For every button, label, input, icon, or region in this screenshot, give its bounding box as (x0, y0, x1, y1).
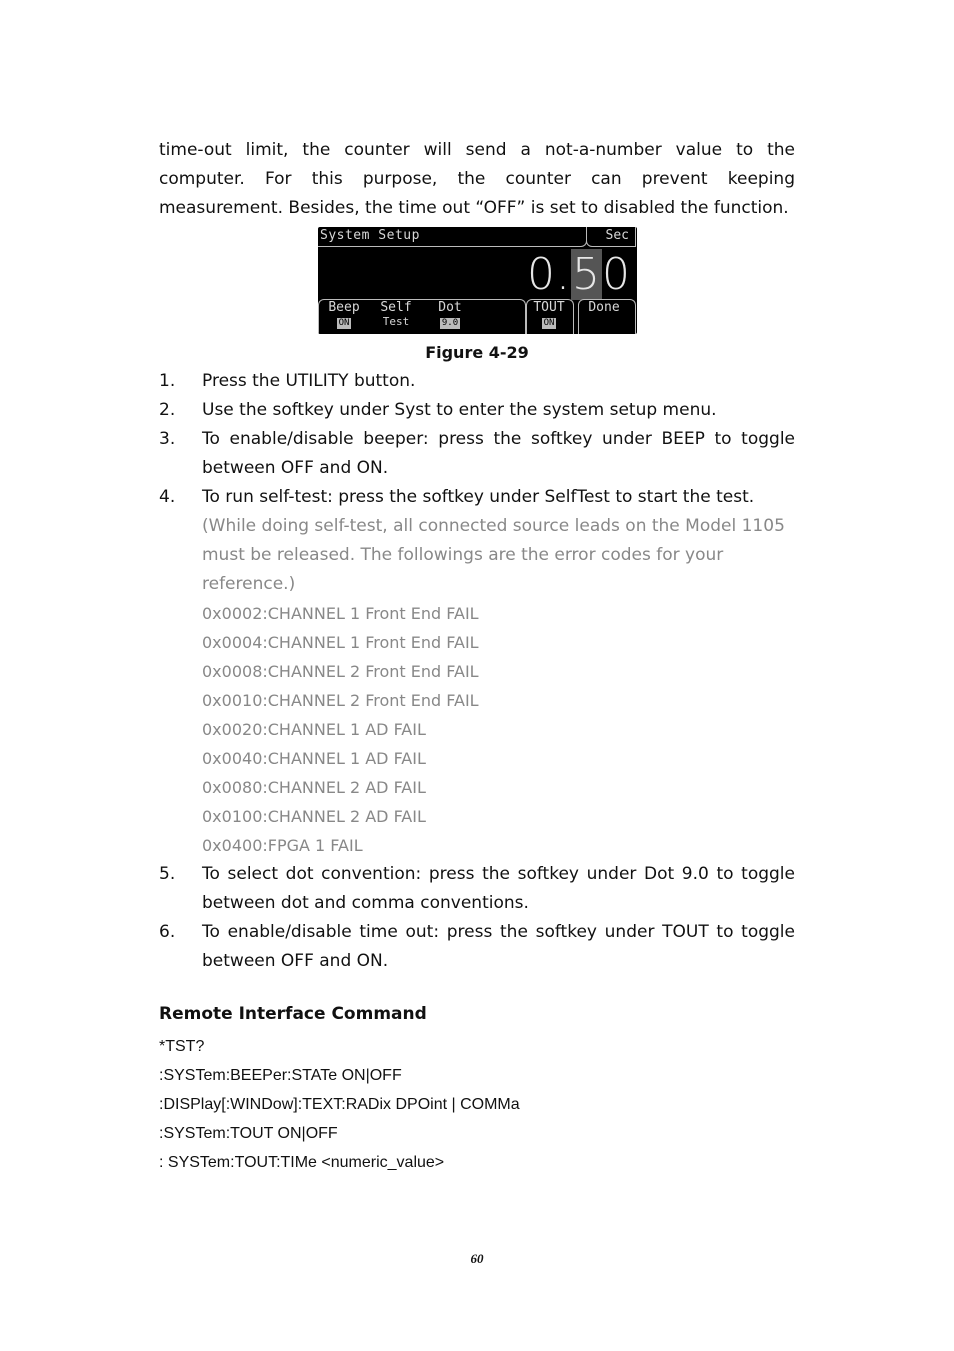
step-text: To enable/disable beeper: press the softkey under BEEP to toggle (202, 429, 795, 449)
lcd-value-suffix: 0 (602, 249, 631, 300)
lcd-softkey-label: Dot (438, 300, 462, 315)
step-text: To run self-test: press the softkey under SelfTest to start the test. (202, 487, 755, 507)
command: :DISPlay[:WINDow]:TEXT:RADix DPOint | COMMa (159, 1096, 520, 1113)
error-code: 0x0004:CHANNEL 1 Front End FAIL (202, 633, 479, 652)
error-code: 0x0100:CHANNEL 2 AD FAIL (202, 807, 426, 826)
intro-line: time-out limit, the counter will send a not-a-number value to the (159, 140, 795, 160)
error-code: 0x0080:CHANNEL 2 AD FAIL (202, 778, 426, 797)
lcd-unit-box (586, 227, 636, 247)
lcd-softkey-sub: ON (543, 318, 555, 328)
list-item (159, 918, 795, 976)
page-number: 60 (470, 1251, 484, 1266)
note-line: must be released. The followings are the error codes for your (202, 545, 724, 565)
note-line: (While doing self-test, all connected source leads on the Model 1105 (202, 516, 785, 536)
error-code-list (202, 599, 795, 860)
list-item (159, 483, 795, 512)
error-code: 0x0400:FPGA 1 FAIL (202, 836, 363, 855)
lcd-softkey-label: Beep (328, 300, 360, 315)
lcd-softkey-sub: 9.0 (441, 318, 459, 328)
list-item (159, 425, 795, 483)
lcd-title: System Setup (320, 228, 420, 243)
error-code: 0x0040:CHANNEL 1 AD FAIL (202, 749, 426, 768)
step-text: between dot and comma conventions. (202, 893, 529, 913)
lcd-softkey-selftest (376, 301, 416, 329)
intro-line: computer. For this purpose, the counter can prevent keeping (159, 169, 795, 189)
command: :SYSTem:TOUT ON|OFF (159, 1125, 338, 1142)
selftest-note (202, 512, 795, 599)
lcd-value (527, 251, 631, 299)
section-heading: Remote Interface Command (159, 1004, 427, 1024)
step-text: Use the softkey under Syst to enter the system setup menu. (202, 400, 717, 420)
lcd-value-cursor: 5 (572, 249, 601, 300)
lcd-softkey-sub: ON (338, 318, 350, 328)
command: *TST? (159, 1038, 205, 1055)
command-list (159, 1032, 520, 1177)
command: : SYSTem:TOUT:TIMe <numeric_value> (159, 1154, 445, 1171)
figure-caption: Figure 4-29 (425, 343, 529, 362)
lcd-softkey-dot (430, 301, 470, 329)
lcd-softkey-done (582, 301, 626, 315)
command: :SYSTem:BEEPer:STATe ON|OFF (159, 1067, 402, 1084)
note-line: reference.) (202, 574, 296, 594)
step-text: To select dot convention: press the softkey under Dot 9.0 to toggle (202, 864, 795, 884)
step-number: 4. (159, 487, 176, 507)
step-number: 5. (159, 864, 176, 884)
step-text: between OFF and ON. (202, 951, 389, 971)
step-number: 2. (159, 400, 176, 420)
step-text: To enable/disable time out: press the softkey under TOUT to toggle (202, 922, 795, 942)
lcd-softkey-label: TOUT (533, 300, 565, 315)
error-code: 0x0002:CHANNEL 1 Front End FAIL (202, 604, 479, 623)
step-number: 6. (159, 922, 176, 942)
lcd-softkey-tout (529, 301, 569, 329)
step-text: between OFF and ON. (202, 458, 389, 478)
intro-line: measurement. Besides, the time out “OFF” is set to disabled the function. (159, 198, 789, 218)
step-number: 1. (159, 371, 176, 391)
list-item (159, 367, 795, 396)
lcd-figure (318, 227, 637, 334)
list-item (159, 396, 795, 425)
error-code: 0x0008:CHANNEL 2 Front End FAIL (202, 662, 479, 681)
error-code: 0x0020:CHANNEL 1 AD FAIL (202, 720, 426, 739)
lcd-softkey-sub: Test (382, 315, 410, 328)
lcd-softkey-label: Self (380, 300, 412, 315)
steps-list (159, 367, 795, 976)
step-text: Press the UTILITY button. (202, 371, 416, 391)
list-item (159, 860, 795, 918)
error-code: 0x0010:CHANNEL 2 Front End FAIL (202, 691, 479, 710)
step-number: 3. (159, 429, 176, 449)
lcd-softkey-beep (324, 301, 364, 329)
lcd-softkey-label: Done (588, 300, 620, 315)
lcd-unit: Sec (605, 228, 629, 243)
lcd-title-bar (318, 227, 587, 247)
intro-paragraph (159, 136, 795, 223)
lcd-value-prefix: 0. (527, 249, 571, 300)
